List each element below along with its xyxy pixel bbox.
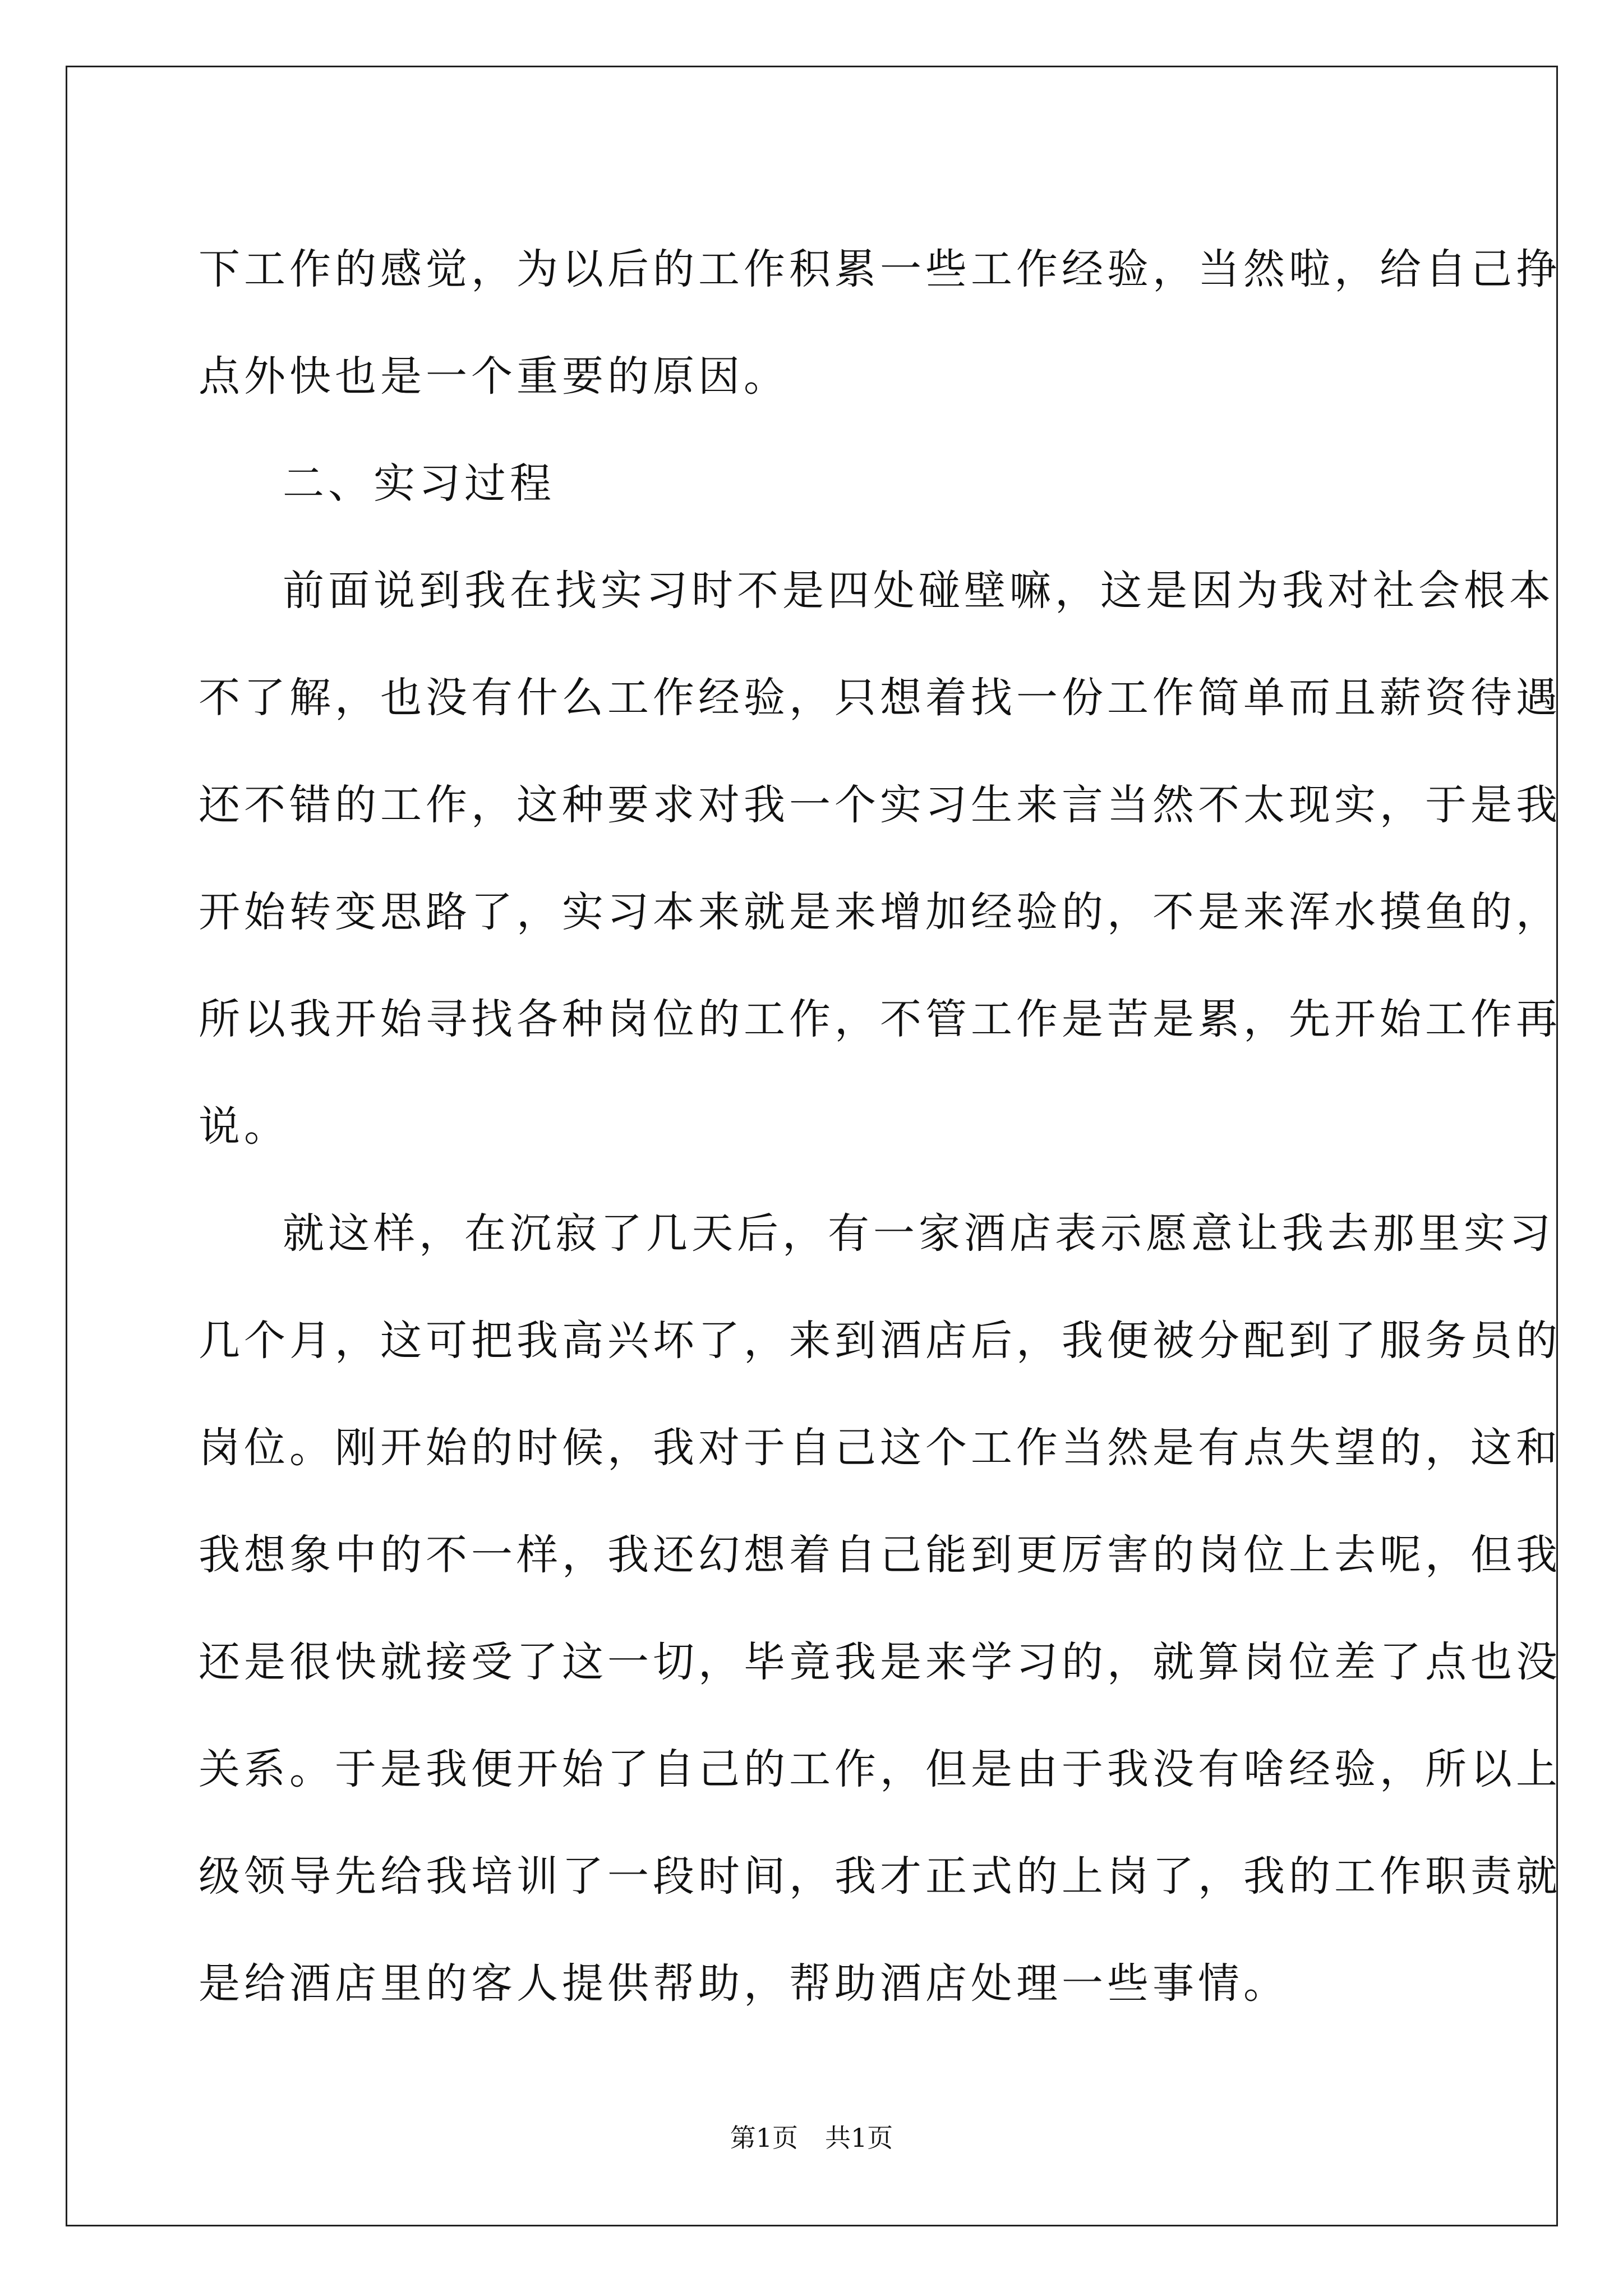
text-line: 点外快也是一个重要的原因。 [199, 352, 789, 401]
page-number-total: 共1页 [825, 2123, 893, 2153]
section-heading: 二、实习过程 [283, 459, 555, 508]
page-number-current: 第1页 [730, 2123, 798, 2153]
text-line: 关系。于是我便开始了自己的工作，但是由于我没有啥经验，所以上 [199, 1745, 1561, 1793]
text-line: 岗位。刚开始的时候，我对于自己这个工作当然是有点失望的，这和 [199, 1424, 1561, 1472]
text-line: 级领导先给我培训了一段时间，我才正式的上岗了，我的工作职责就 [199, 1852, 1561, 1901]
text-line: 说。 [199, 1102, 289, 1151]
text-line: 下工作的感觉，为以后的工作积累一些工作经验，当然啦，给自己挣 [199, 245, 1561, 293]
text-line: 前面说到我在找实习时不是四处碰壁嘛，这是因为我对社会根本 [283, 567, 1555, 615]
text-line: 开始转变思路了，实习本来就是来增加经验的，不是来浑水摸鱼的， [199, 888, 1561, 936]
page-footer [0, 2118, 1623, 2155]
text-line: 所以我开始寻找各种岗位的工作，不管工作是苦是累，先开始工作再 [199, 995, 1561, 1043]
text-line: 还不错的工作，这种要求对我一个实习生来言当然不太现实，于是我 [199, 781, 1561, 829]
text-line: 我想象中的不一样，我还幻想着自己能到更厉害的岗位上去呢，但我 [199, 1531, 1561, 1579]
text-line: 几个月，这可把我高兴坏了，来到酒店后，我便被分配到了服务员的 [199, 1317, 1561, 1365]
document-body [199, 216, 1561, 2037]
text-line: 是给酒店里的客人提供帮助，帮助酒店处理一些事情。 [199, 1959, 1289, 2008]
text-line: 还是很快就接受了这一切，毕竟我是来学习的，就算岗位差了点也没 [199, 1638, 1561, 1686]
text-line: 不了解，也没有什么工作经验，只想着找一份工作简单而且薪资待遇 [199, 674, 1561, 722]
text-line: 就这样，在沉寂了几天后，有一家酒店表示愿意让我去那里实习 [283, 1209, 1555, 1258]
